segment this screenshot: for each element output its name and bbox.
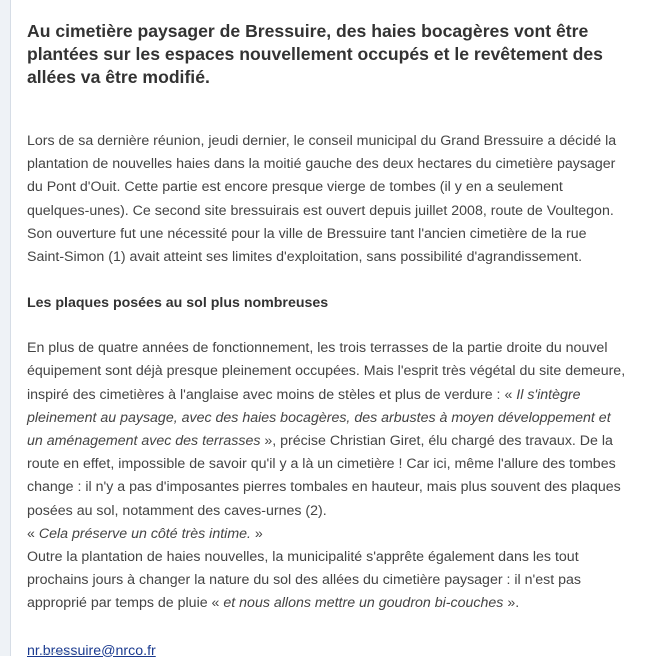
para3-text-end: ». xyxy=(503,595,520,612)
article-subheading: Les plaques posées au sol plus nombreuses xyxy=(27,295,329,312)
para1-text-start: En plus de quatre années de fonctionnement, les trois terrasses de la partie droite du nouvel équipement sont déjà presque pleinement occupées. Mais l'esprit très végétal du site demeure, inspiré des cimetières à l'anglaise avec moins de stèles et plus de verdure : « xyxy=(27,340,626,403)
article-headline: Au cimetière paysager de Bressuire, des haies bocagères vont être plantées sur les espaces nouvellement occupés et le revêtement des allées va être modifié. xyxy=(27,21,603,87)
para1-quote: Il s'intègre pleinement au paysage, avec des haies bocagères, des arbustes à moyen développement et un aménagement avec des terrasses xyxy=(27,386,611,450)
para2-quote: Cela préserve un côté très intime. xyxy=(38,525,251,542)
para1-text-end: », précise Christian Giret, élu chargé des travaux. De la route en effet, impossible de savoir qu'il y a là un cimetière ! Car ici, même l'allure des tombes change : il n'y a pas d'imposantes pierres tombales en hauteur, mais plus souvent des plaques posées au sol, notamment des caves-urnes (2). xyxy=(27,433,621,519)
left-border xyxy=(0,0,12,656)
para2-open: « xyxy=(27,525,39,542)
article-intro: Lors de sa dernière réunion, jeudi dernier, le conseil municipal du Grand Bressuire a décidé la plantation de nouvelles haies dans la moitié gauche des deux hectares du cimetière paysager du Pont d'Ouit. Cette partie est encore presque vierge de tombes (il y en a seulement quelques-unes). Ce second site bressuirais est ouvert depuis juillet 2008, route de Voultegon. Son ouverture fut une nécessité pour la ville de Bressuire tant l'ancien cimetière de la rue Saint-Simon (1) avait atteint ses limites d'exploitation, sans possibilité d'agrandissement. xyxy=(27,133,617,266)
contact-email-link[interactable]: nr.bressuire@nrco.fr xyxy=(27,642,156,659)
para2-close: » xyxy=(250,525,263,542)
para3-quote: et nous allons mettre un goudron bi-couches xyxy=(223,595,504,612)
contact-line xyxy=(27,641,627,661)
article xyxy=(27,0,627,661)
para3-text-start: Outre la plantation de haies nouvelles, la municipalité s'apprête également dans les tout prochains jours à changer la nature du sol des allées du cimetière paysager : il n'est pas approprié par temps de pluie « xyxy=(27,549,581,612)
article-body xyxy=(27,337,627,615)
